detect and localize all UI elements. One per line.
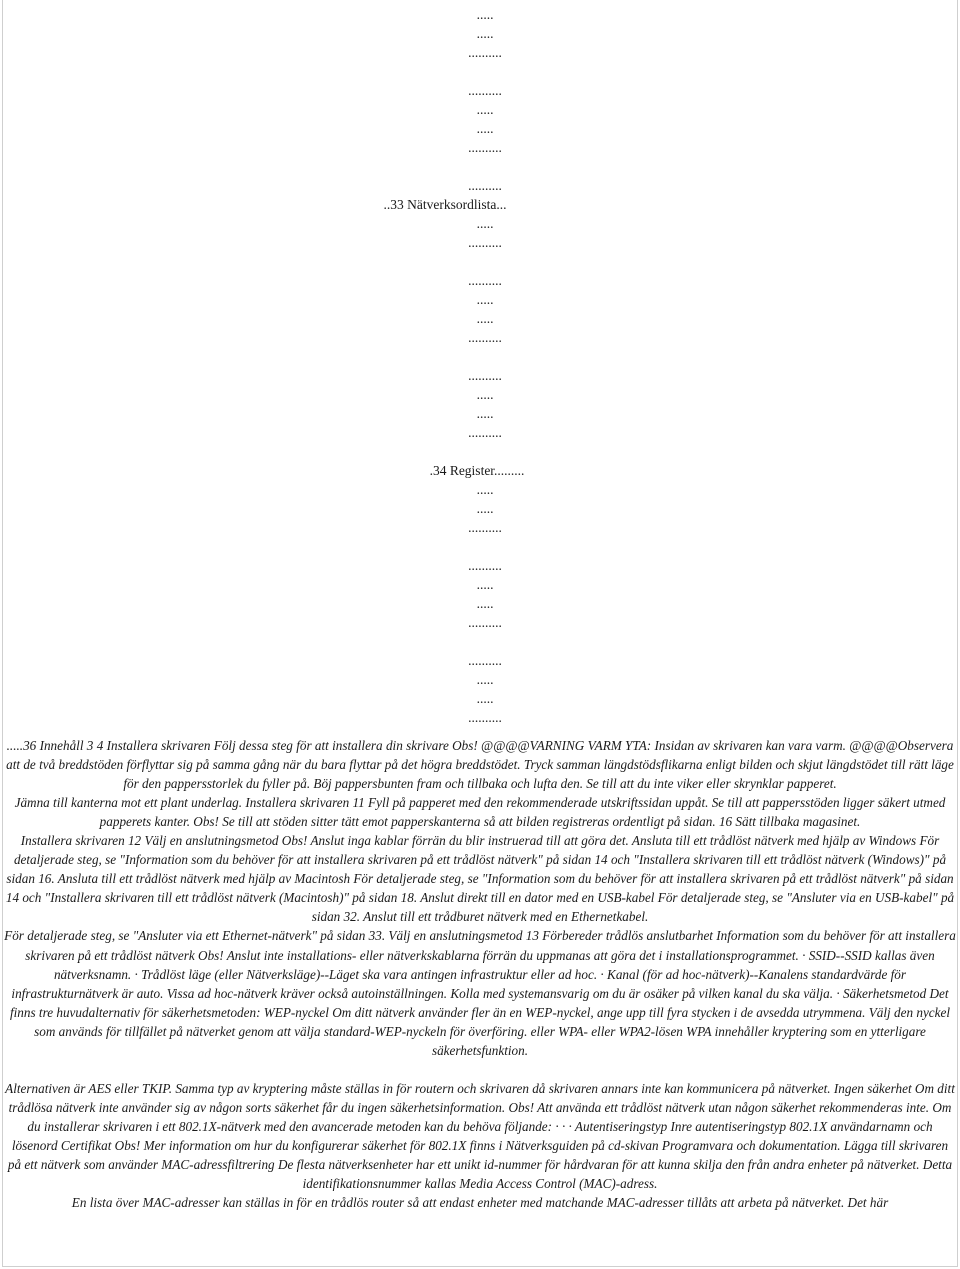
toc-line: .......... bbox=[468, 368, 502, 383]
toc-line: ..... bbox=[476, 691, 494, 706]
toc-line: ..... bbox=[476, 26, 494, 41]
toc-line: ..... bbox=[476, 216, 494, 231]
toc-entry-natverksordlista[interactable]: ..33 Nätverksordlista... bbox=[383, 197, 507, 212]
toc-line: ..... bbox=[476, 121, 494, 136]
paragraph-mac-adresser: En lista över MAC-adresser kan ställas in för en trådlös router så att endast enheter med matchande MAC-adresser tillåts att arbeta på nätverket. Det här bbox=[71, 1195, 889, 1211]
paragraph-jamna-kanterna: Jämna till kanterna mot ett plant underlag. Installera skrivaren 11 Fyll på papperet med den rekommenderade utskriftssidan uppåt. Se till att pappersstöden ligger säkert utmed papperets kanter. Obs! Se till att stöden sitter tätt emot papperskanterna så att bilden registreras ordentligt på sidan. 16 Sätt tillbaka magasinet. bbox=[14, 795, 946, 830]
toc-line: ..... bbox=[476, 482, 494, 497]
toc-line bbox=[0, 252, 960, 271]
document-body bbox=[4, 736, 956, 1212]
toc-line: ..... bbox=[476, 102, 494, 117]
toc-line bbox=[0, 537, 960, 556]
paragraph-anslutningsmetod: Installera skrivaren 12 Välj en anslutningsmetod Obs! Anslut inga kablar förrän du blir instruerad till att göra det. Ansluta till ett trådlöst nätverk med hjälp av Windows För detaljerade steg, se "Information som du behöver för att installera skrivaren på ett trådlöst nätverk" på sidan 14 och "Installera skrivaren till ett trådlöst nätverk (Windows)" på sidan 16. Ansluta till ett trådlöst nätverk med hjälp av Macintosh För detaljerade steg, se "Information som du behöver för att installera skrivaren på ett trådlöst nätverk" på sidan 14 och "Installera skrivaren till ett trådlöst nätverk (Macintosh)" på sidan 18. Anslut direkt till en dator med en USB-kabel För detaljerade steg, se "Ansluter via en USB-kabel" på sidan 32. Anslut till ett trådburet nätverk med en Ethernetkabel. bbox=[5, 833, 955, 925]
toc-line: ..... bbox=[476, 406, 494, 421]
toc-line: .......... bbox=[468, 425, 502, 440]
paragraph-installera-skrivaren: .....36 Innehåll 3 4 Installera skrivaren Följ dessa steg för att installera din skrivare Obs! @@@@VARNING VARM YTA: Insidan av skrivaren kan vara varm. @@@@Observera att de två breddstöden förflyttar sig på samma gång när du bara flyttar på det högra breddstödet. Tryck samman längdstödsflikarna enligt bilden och skjut längdstödet till rätt läge för den pappersstorlek du fyller på. Böj pappersbunten fram och tillbaka och lufta den. Se till att du inte viker eller skrynklar papperet. bbox=[6, 738, 954, 792]
toc-line: ..... bbox=[476, 7, 494, 22]
toc-line bbox=[0, 62, 960, 81]
table-of-contents bbox=[0, 5, 960, 727]
toc-line: .......... bbox=[468, 710, 502, 725]
toc-line: .......... bbox=[468, 273, 502, 288]
toc-line: .......... bbox=[468, 83, 502, 98]
toc-line: ..... bbox=[476, 672, 494, 687]
paragraph-tradlos-anslutbarhet: För detaljerade steg, se "Ansluter via ett Ethernet-nätverk" på sidan 33. Välj en anslutningsmetod 13 Förbereder trådlös anslutbarhet Information som du behöver för att installera skrivaren på ett trådlöst nätverk Obs! Anslut inte installations- eller nätverkskablarna förrän du uppmanas att göra det i installationsprogrammet. · SSID--SSID kallas även nätverksnamn. · Trådlöst läge (eller Nätverksläge)--Läget ska vara antingen infrastruktur eller ad hoc. · Kanal (för ad hoc-nätverk)--Kanalens standardvärde för infrastrukturnätverk är auto. Vissa ad hoc-nätverk kräver också autoinställningen. Kolla med systemansvarig om du är osäker på vilken kanal du ska välja. · Säkerhetsmetod Det finns tre huvudalternativ för säkerhetsmetoden: WEP-nyckel Om ditt nätverk använder fler än en WEP-nyckel, ange upp till fyra stycken i de avsedda utrymmena. Välj den nyckel som används för tillfället på nätverket genom att välja standard-WEP-nyckeln för överföring. eller WPA- eller WPA2-lösen WPA innehåller kryptering som en ytterligare säkerhetsfunktion. bbox=[4, 928, 956, 1058]
toc-line: ..... bbox=[476, 292, 494, 307]
toc-line bbox=[0, 632, 960, 651]
toc-line bbox=[0, 157, 960, 176]
toc-entry-register[interactable]: .34 Register......... bbox=[429, 463, 525, 478]
toc-line: ..... bbox=[476, 501, 494, 516]
toc-line: .......... bbox=[468, 140, 502, 155]
toc-line: .......... bbox=[468, 330, 502, 345]
toc-line: .......... bbox=[468, 235, 502, 250]
toc-line: ..... bbox=[476, 596, 494, 611]
toc-line: .......... bbox=[468, 45, 502, 60]
toc-line bbox=[0, 347, 960, 366]
toc-line: .......... bbox=[468, 653, 502, 668]
toc-line: .......... bbox=[468, 558, 502, 573]
toc-line: .......... bbox=[468, 615, 502, 630]
paragraph-kryptering: Alternativen är AES eller TKIP. Samma typ av kryptering måste ställas in för routern och skrivaren då skrivaren annars inte kan kommunicera på nätverket. Ingen säkerhet Om ditt trådlösa nätverk inte använder sig av någon sorts säkerhet får du ingen säkerhetsinformation. Obs! Att använda ett trådlöst nätverk utan någon säkerhet rekommenderas inte. Om du installerar skrivaren i ett 802.1X-nätverk med den avancerade metoden kan du behöva följande: · · · Autentiseringstyp Inre autentiseringstyp 802.1X användarnamn och lösenord Certifikat Obs! Mer information om hur du konfigurerar säkerhet för 802.1X finns i Nätverksguiden på cd-skivan Programvara och dokumentation. Lägga till skrivaren på ett nätverk som använder MAC-adressfiltrering De flesta nätverksenheter har ett unikt id-nummer för hårdvaran för att kunna skilja den från andra enheter på nätverket. Detta identifikationsnummer kallas Media Access Control (MAC)-adress. bbox=[5, 1080, 955, 1192]
toc-line: ..... bbox=[476, 311, 494, 326]
toc-line: ..... bbox=[476, 577, 494, 592]
toc-line: ..... bbox=[476, 387, 494, 402]
toc-line: .......... bbox=[468, 178, 502, 193]
toc-line: .......... bbox=[468, 520, 502, 535]
toc-line bbox=[0, 442, 960, 461]
